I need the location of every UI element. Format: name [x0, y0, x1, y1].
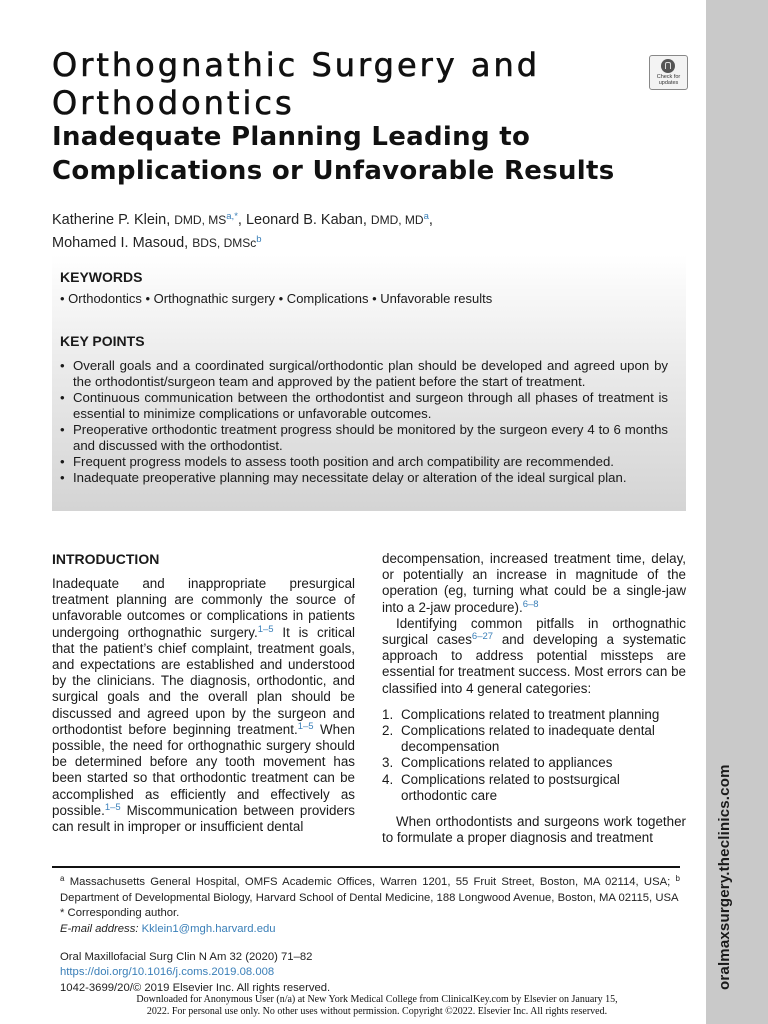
body-column-right: [382, 551, 686, 846]
list-item: 3. Complications related to appliances: [382, 755, 613, 771]
check-for-updates-badge[interactable]: [649, 55, 688, 90]
subtitle-line-2: Complications or Unfavorable Results: [52, 156, 615, 186]
key-point: • Preoperative orthodontic treatment progress should be monitored by the surgeon every 4 to 6 months and discussed with the orthodontist.: [60, 422, 668, 454]
author-degree: DMD, MD: [370, 213, 424, 227]
doi-link[interactable]: https://doi.org/10.1016/j.coms.2019.08.008: [60, 966, 275, 979]
keywords-heading: KEYWORDS: [60, 269, 143, 285]
bookmark-icon: [661, 59, 675, 73]
footnote-divider: [52, 866, 680, 868]
intro-paragraph-1: Inadequate and inappropriate presurgical treatment planning are commonly the source of unfavorable outcomes or complications in patients undergoing orthognathic surgery.$^{1-5}$ It is critical that the patient’s chief complaint, treatment goals, and expectations are established and understood by the clinicians. The diagnosis, orthodontic, and surgical goals and the overall plan should be discussed and agreed upon by the surgeon and orthodontist before beginning treatment.$^{1-5}$ When possible, the need for orthognathic surgery should be determined before any tooth movement has been started so that orthodontic treatment can be accomplished as efficiently and effectively as possible.$^{1-5}$ Miscommunication between providers can result in improper or insufficient dental: [52, 576, 356, 835]
intro-paragraph-3: When orthodontists and surgeons work together to formulate a proper diagnosis and treatment: [382, 814, 686, 846]
author-name: Katherine P. Klein,: [52, 212, 171, 228]
author-list: Katherine P. Klein, DMD, $MS^{a,*}$, Leonard B. Kaban, DMD, $MD^a$, Mohamed I. Masoud, BDS, DMSc$^b$: [52, 211, 433, 251]
citation-link[interactable]: 1–5: [297, 720, 314, 732]
journal-citation: Oral Maxillofacial Surg Clin N Am 32 (2020) 71–82: [60, 951, 313, 963]
badge-label: Check for updates: [656, 74, 681, 86]
author-affiliation[interactable]: a: [423, 211, 429, 222]
author-name: Mohamed I. Masoud,: [52, 235, 189, 251]
citation-link[interactable]: 6–8: [522, 598, 539, 610]
copyright-line: 1042-3699/20/© 2019 Elsevier Inc. All rights reserved.: [60, 981, 331, 994]
error-categories-list: [382, 707, 686, 804]
footnotes: [60, 871, 680, 937]
author-degree: DMD, MS: [174, 213, 227, 227]
list-item: 2. Complications related to inadequate dental decompensation: [382, 723, 655, 755]
citation-link[interactable]: 1–5: [104, 801, 121, 813]
affiliations: $^a$ Massachusetts General Hospital, OMFS Academic Offices, Warren 1201, 55 Fruit Street, Boston, MA 02114, USA; $^b$ Department of Developmental Biology, Harvard School of Dental Medicine, 188 Longwood Avenue, Boston, MA 02115, USA: [60, 874, 680, 904]
download-notice: [52, 994, 702, 1018]
email-line: [60, 922, 680, 938]
keywords-list: • Orthodontics • Orthognathic surgery • Complications • Unfavorable results: [60, 291, 493, 306]
email-label: E-mail address:: [60, 922, 139, 935]
intro-paragraph-2: Identifying common pitfalls in orthognathic surgical cases$^{6-27}$ and developing a systematic approach to address potential missteps are essential for treatment success. Most errors can be classified into 4 general categories:: [382, 615, 686, 696]
author-affiliation[interactable]: b: [256, 234, 262, 245]
key-point: • Continuous communication between the orthodontist and surgeon through all phases of treatment is essential to minimize complications or unfavorable outcomes.: [60, 390, 668, 422]
download-notice-line-1: Downloaded for Anonymous User (n/a) at New York Medical College from ClinicalKey.com by Elsevier on January 15,: [136, 994, 618, 1005]
list-item: 1. Complications related to treatment planning: [382, 706, 660, 722]
title-line-2: Orthodontics: [52, 84, 295, 122]
corresponding-author: * Corresponding author.: [60, 907, 180, 919]
subtitle-line-1: Inadequate Planning Leading to: [52, 122, 531, 152]
key-point: • Inadequate preoperative planning may necessitate delay or alteration of the ideal surgical plan.: [60, 470, 668, 486]
journal-url[interactable]: oralmaxsurgery.theclinics.com: [716, 764, 733, 990]
email-link[interactable]: Kklein1@mgh.harvard.edu: [141, 922, 276, 935]
key-point: • Overall goals and a coordinated surgical/orthodontic plan should be developed and agreed upon by the orthodontist/surgeon team and approved by the patient before the start of treatment.: [60, 358, 668, 390]
download-notice-line-2: 2022. For personal use only. No other uses without permission. Copyright ©2022. Elsevier Inc. All rights reserved.: [146, 1006, 608, 1017]
author-affiliation[interactable]: a,*: [226, 211, 238, 222]
citation-block: [60, 950, 330, 996]
body-column-left: [52, 576, 355, 835]
intro-paragraph-1-continued: decompensation, increased treatment time, delay, or potentially an increase in magnitude of the operation (eg, turning what could be a single-jaw into a 2-jaw procedure).$^{6-8}$: [382, 551, 686, 615]
key-point: • Frequent progress models to assess tooth position and arch compatibility are recommended.: [60, 454, 668, 470]
list-item: 4. Complications related to postsurgical orthodontic care: [382, 771, 620, 803]
article-subtitle: [52, 120, 615, 188]
introduction-heading: INTRODUCTION: [52, 551, 160, 567]
author-name: Leonard B. Kaban,: [245, 212, 367, 228]
author-degree: BDS, DMSc: [192, 236, 257, 250]
citation-link[interactable]: 6–27: [471, 631, 494, 643]
journal-sidebar: [706, 0, 768, 1024]
citation-link[interactable]: 1–5: [257, 623, 274, 635]
key-points-list: [60, 358, 668, 486]
title-line-1: Orthognathic Surgery and: [52, 46, 541, 84]
key-points-heading: KEY POINTS: [60, 333, 145, 349]
article-title: [52, 46, 540, 122]
